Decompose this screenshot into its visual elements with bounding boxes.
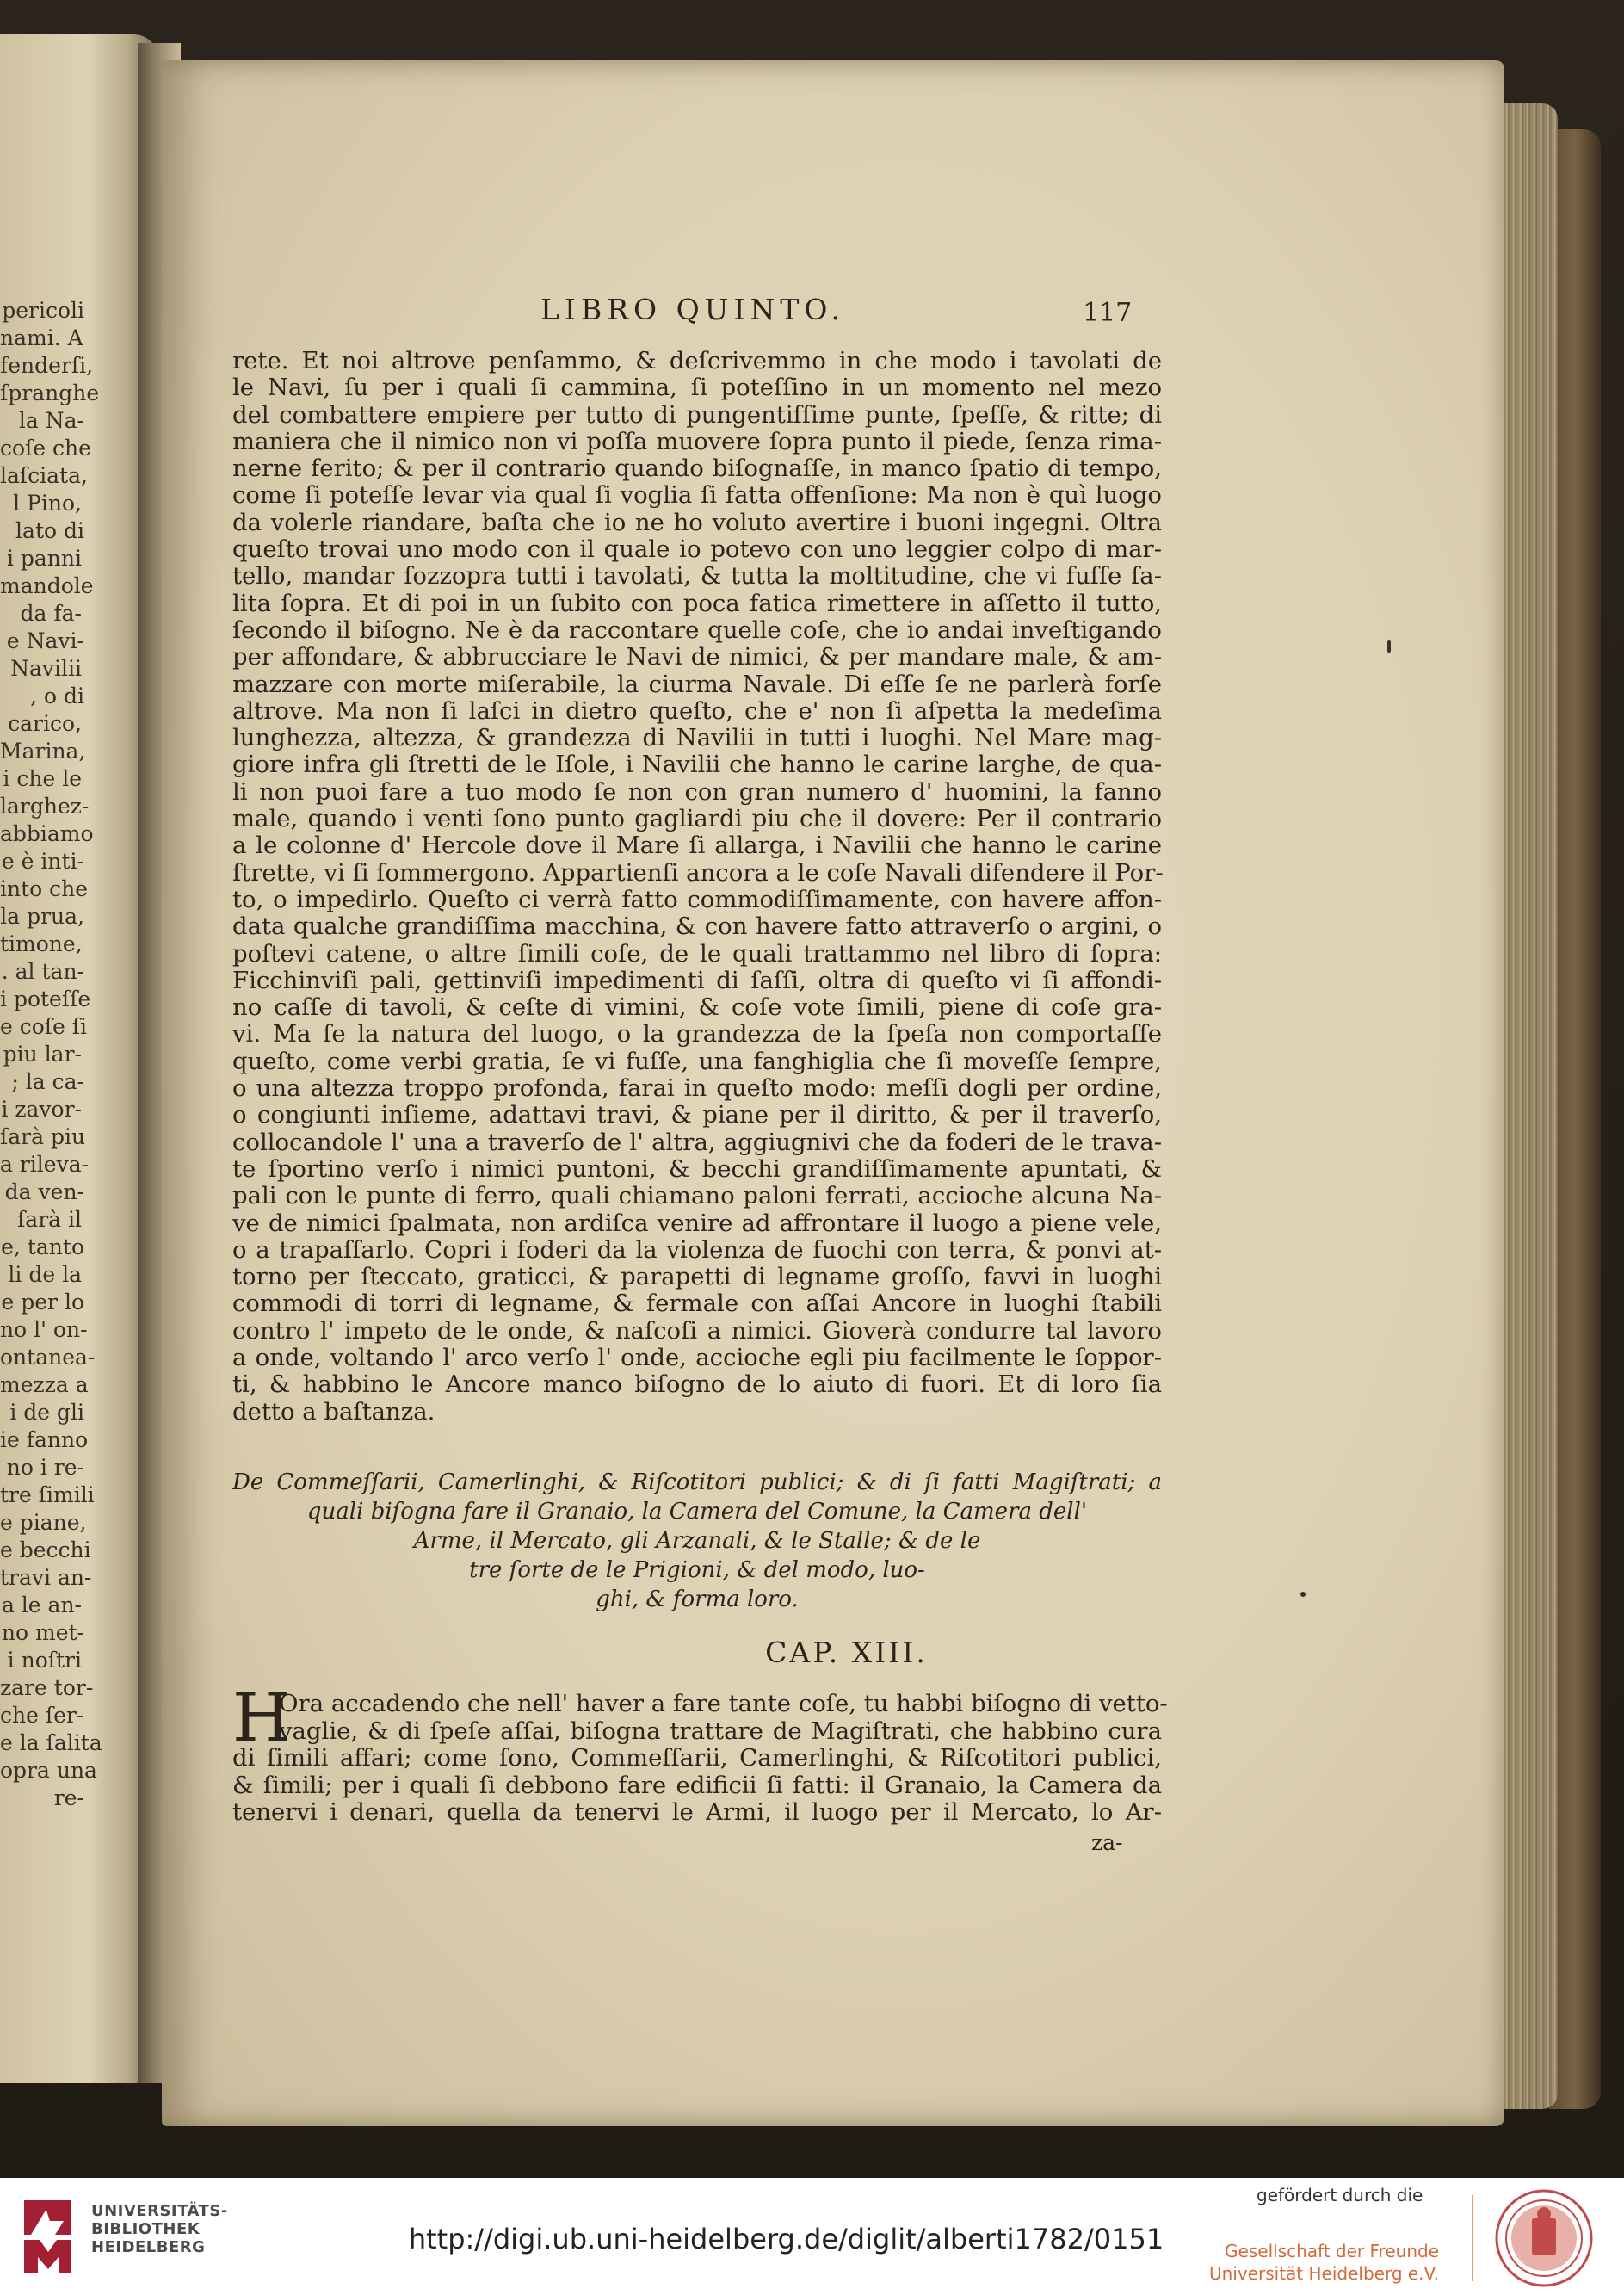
library-name-line: HEIDELBERG — [91, 2238, 206, 2256]
body-line: data qualche grandiſſima macchina, & con havere fatto attraverſo o argini, o — [232, 912, 1162, 941]
body-line: queſto trovai uno modo con il quale io potevo con uno leggier colpo di mar- — [232, 535, 1162, 564]
chapter-text — [232, 1679, 1168, 1827]
chapter-line: di ſimili affari; come ſono, Commeſſarii, Camerlinghi, & Riſcotitori publici, — [232, 1744, 1162, 1772]
rubric-line: Arme, il Mercato, gli Arzanali, & le Stalle; & de le — [413, 1528, 981, 1554]
facing-page-fragment: ſarà il — [17, 1207, 82, 1232]
facing-page-fragment: into che — [0, 876, 89, 901]
facing-page-fragment: ſpranghe — [0, 380, 100, 405]
body-line: a le colonne d' Hercole dove il Mare ſi allarga, i Navilii che hanno le carine — [232, 832, 1162, 860]
society-name — [1209, 2240, 1439, 2285]
facing-page-fragment: opra una — [0, 1758, 97, 1783]
body-line: per affondare, & abbrucciare le Navi de nimici, & per mandare male, & am- — [232, 643, 1162, 671]
rubric-line: De Commeſſarii, Camerlinghi, & Riſcotitori publici; & di ſi fatti Magiſtrati; a — [232, 1469, 1162, 1495]
chapter-line: tenervi i denari, quella da tenervi le Armi, il luogo per il Mercato, lo Ar- — [232, 1798, 1162, 1826]
body-line: altrove. Ma non ſi laſci in dietro queſto, che e' non ſi aſpetta la medeſima — [232, 696, 1162, 725]
page-number: 117 — [1083, 298, 1133, 328]
society-name-line: Universität Heidelberg e.V. — [1208, 2263, 1439, 2284]
university-seal-icon — [1494, 2188, 1594, 2288]
chapter-line: vaglie, & di ſpeſe aſſai, biſogna trattare de Magiſtrati, che habbino cura — [279, 1717, 1162, 1745]
body-text — [232, 348, 1162, 1426]
facing-page-fragment: e, tanto — [1, 1234, 84, 1259]
drop-cap: H — [232, 1679, 292, 1757]
body-line: giore infra gli ſtretti de le Iſole, i Navilii che hanno le carine larghe, de qua- — [232, 751, 1162, 779]
facing-page-fragment: da fa- — [20, 601, 82, 626]
body-line: collocandole l' una a traverſo de l' altra, aggiugnivi che da foderi de le trava- — [232, 1128, 1162, 1156]
rubric-line: ghi, & forma loro. — [596, 1587, 799, 1612]
facing-page-fragment: che ſer- — [0, 1703, 84, 1728]
facing-page-fragment: mezza a — [0, 1372, 89, 1397]
body-line: tello, mandar ſozzopra tutti i tavolati, & tutta la moltitudine, che vi fuſſe ſa- — [232, 562, 1162, 591]
facing-page-fragment: . al tan- — [1, 959, 84, 984]
facing-page-fragment: e la ſalita — [0, 1730, 102, 1755]
facing-page-fragment: ; la ca- — [11, 1069, 84, 1094]
body-line: male, quando i venti ſono punto gagliardi piu che il dovere: Per il contrario — [232, 805, 1162, 833]
body-line: come ſi poteſſe levar via qual ſi voglia ſi fatta offenſione: Ma non è quì luogo — [232, 481, 1162, 510]
body-line: li non puoi fare a tuo modo ſe non con gran numero d' huomini, la fanno — [232, 777, 1162, 806]
facing-page-fragment: la prua, — [0, 904, 84, 929]
facing-page-fragment: carico, — [8, 711, 82, 736]
footer-divider — [1472, 2195, 1473, 2281]
footer-bar — [0, 2178, 1624, 2295]
facing-page-fragment: , o di — [30, 684, 84, 708]
funded-by-label: gefördert durch die — [1257, 2185, 1423, 2205]
facing-page-fragment: i noſtri — [7, 1648, 82, 1673]
facing-page-fragment: zare tor- — [0, 1675, 94, 1700]
body-line: no caſſe di tavoli, & ceſte di vimini, & coſe vote ſimili, piene di coſe gra- — [232, 993, 1162, 1022]
body-line: le Navi, ſu per i quali ſi cammina, ſi poteſſino in un momento nel mezo — [232, 374, 1162, 402]
facing-page-fragment: laſciata, — [0, 463, 88, 488]
body-line: ve de nimici ſpalmata, non ardiſca venire ad affrontare il luogo a piene vele, — [232, 1209, 1162, 1237]
library-name-line: BIBLIOTHEK — [91, 2220, 201, 2238]
body-line: te ſportino verſo i nimici puntoni, & becchi grandiſſimamente apuntati, & — [232, 1154, 1162, 1183]
body-line: maniera che il nimico non vi poſſa muovere ſopra punto il piede, ſenza rima- — [232, 427, 1162, 455]
body-line: vi. Ma ſe la natura del luogo, o la grandezza de la ſpeſa non comportaſſe — [232, 1020, 1162, 1049]
catchword: za- — [1091, 1830, 1123, 1855]
facing-page-fragment: travi an- — [0, 1565, 92, 1590]
facing-page-fragment: e coſe ſi — [0, 1014, 88, 1039]
body-line: detto a baſtanza. — [232, 1397, 435, 1426]
ink-mark — [1387, 640, 1391, 653]
facing-page-fragment: nami. A — [0, 325, 83, 350]
facing-page-fragment: i poteſſe — [0, 987, 91, 1011]
facing-page-fragment: e Navi- — [6, 628, 84, 653]
facing-page-fragment: ie fanno — [0, 1427, 89, 1452]
facing-page-fragment: a le an- — [1, 1593, 82, 1618]
body-line: contro l' impeto de le onde, & naſcoſi a nimici. Gioverà condurre tal lavoro — [232, 1316, 1162, 1345]
body-line: to, o impedirlo. Queſto ci verrà fatto commodiſſimamente, con havere affon- — [232, 885, 1162, 913]
facing-page-fragment: coſe che — [0, 436, 91, 461]
facing-page-fragment: e becchi — [0, 1537, 91, 1562]
body-line: mazzare con morte miſerabile, la ciurma Navale. Di eſſe ſe ne parlerà forſe — [232, 670, 1162, 698]
facing-page-fragment: Marina, — [0, 739, 86, 764]
body-line: del combattere empiere per tutto di pungentiſſime punte, ſpeſſe, & ritte; di — [232, 400, 1162, 429]
facing-page-fragment: i che le — [3, 766, 82, 791]
society-name-line: Gesellschaft der Freunde — [1225, 2241, 1439, 2261]
facing-page-fragment: i de gli — [9, 1400, 84, 1425]
facing-page-fragment: i zavor- — [1, 1097, 82, 1122]
facing-page-fragment: no l' on- — [0, 1317, 88, 1342]
chapter-heading: CAP. XIII. — [765, 1636, 928, 1669]
facing-page-fragment: no i re- — [6, 1455, 84, 1480]
facing-page-margin-text — [0, 297, 102, 1812]
body-line: torno per ſteccato, graticci, & parapetti di legname groſſo, favvi in luoghi — [232, 1263, 1162, 1291]
body-line: Ficchinviſi pali, gettinviſi impedimenti di ſaſſi, oltra di queſto vi ſi affondi- — [232, 966, 1162, 994]
facing-page-fragment: lato di — [15, 518, 84, 543]
body-line: commodi di torri di legname, & fermale con aſſai Ancore in luoghi ſtabili — [232, 1290, 1162, 1318]
body-line: pali con le punte di ferro, quali chiamano paloni ferrati, accioche alcuna Na- — [232, 1182, 1162, 1210]
facing-page-fragment: abbiamo — [0, 821, 94, 846]
facing-page-fragment: da ven- — [4, 1179, 84, 1204]
facing-page-fragment: e piane, — [0, 1510, 87, 1535]
facing-page-fragment: larghez- — [0, 794, 90, 819]
body-line: ſecondo il biſogno. Ne è da raccontare quelle coſe, che io andai inveſtigando — [232, 616, 1162, 644]
body-line: ti, & habbino le Ancore manco biſogno de lo aiuto di fuori. Et di loro ſia — [232, 1370, 1162, 1399]
facing-page-fragment: ſarà piu — [0, 1124, 86, 1149]
facing-page-fragment: e per lo — [1, 1290, 84, 1315]
facing-page-fragment: no met- — [1, 1620, 84, 1645]
facing-page-fragment: fenderſi, — [0, 353, 94, 378]
source-url[interactable]: http://digi.ub.uni-heidelberg.de/diglit/alberti1782/0151 — [408, 2223, 1164, 2255]
library-name-line: UNIVERSITÄTS- — [91, 2202, 228, 2220]
facing-page-fragment: la Na- — [18, 408, 84, 433]
body-line: queſto, come verbi gratia, ſe vi fuſſe, una fanghiglia che ſi moveſſe ſempre, — [232, 1047, 1162, 1075]
facing-page-fragment: mandole — [0, 573, 94, 598]
facing-page-fragment: ontanea- — [0, 1345, 96, 1370]
ink-mark — [1300, 1592, 1306, 1597]
facing-page — [0, 34, 159, 2083]
body-line: o una altezza troppo profonda, farai in queſto modo: meſſi dogli per ordine, — [232, 1074, 1162, 1103]
facing-page-fragment: re- — [53, 1785, 84, 1810]
facing-page-fragment: piu lar- — [3, 1042, 82, 1067]
facing-page-fragment: l Pino, — [13, 491, 82, 516]
chapter-rubric — [232, 1468, 1162, 1614]
rubric-line: quali biſogna fare il Granaio, la Camera del Comune, la Camera dell' — [306, 1499, 1088, 1525]
body-line: o a trapaſſarlo. Copri i foderi da la violenza de fuochi con terra, & ponvi at- — [232, 1235, 1162, 1264]
body-line: poſtevi catene, o altre ſimili coſe, de le quali trattammo nel libro di ſopra: — [232, 939, 1162, 968]
page-edges — [1497, 103, 1558, 2109]
facing-page-fragment: i panni — [6, 546, 82, 571]
body-line: lunghezza, altezza, & grandezza di Navilii in tutti i luoghi. Nel Mare mag- — [232, 724, 1162, 752]
body-line: ſtrette, vi ſi ſommergono. Appartienſi ancora a le coſe Navali difendere il Por- — [232, 858, 1164, 887]
facing-page-fragment: Navilii — [10, 656, 82, 681]
body-line: da volerle riandare, baſta che io ne ho voluto avertire i buoni ingegni. Oltra — [232, 508, 1162, 536]
body-line: lita ſopra. Et di poi in un ſubito con poca fatica rimettere in aſſetto il tutto, — [232, 589, 1162, 617]
body-line: nerne ferito; & per il contrario quando biſognaſſe, in manco ſpatio di tempo, — [232, 455, 1162, 483]
chapter-line: & ſimili; per i quali ſi debbono fare edificii ſi fatti: il Granaio, la Camera da — [232, 1771, 1162, 1799]
body-line: a onde, voltando l' arco verſo l' onde, accioche egli piu facilmente le ſoppor- — [232, 1343, 1162, 1371]
facing-page-fragment: a rileva- — [0, 1152, 90, 1177]
facing-page-fragment: tre ſimili — [0, 1482, 95, 1507]
running-head: LIBRO QUINTO. — [540, 293, 845, 326]
facing-page-fragment: e è inti- — [1, 849, 84, 874]
facing-page-fragment: li de la — [8, 1262, 82, 1287]
rubric-line: tre ſorte de le Prigioni, & del modo, luo- — [469, 1557, 925, 1583]
facing-page-fragment: pericoli — [2, 298, 84, 323]
facing-page-fragment: timone, — [0, 931, 83, 956]
body-line: o congiunti inſieme, adattavi travi, & piane per il diritto, & per il traverſo, — [232, 1101, 1162, 1129]
chapter-line: Ora accadendo che nell' haver a fare tante coſe, tu habbi biſogno di vetto- — [279, 1690, 1168, 1717]
body-line: rete. Et noi altrove penſammo, & deſcrivemmo in che modo i tavolati de — [232, 347, 1162, 374]
